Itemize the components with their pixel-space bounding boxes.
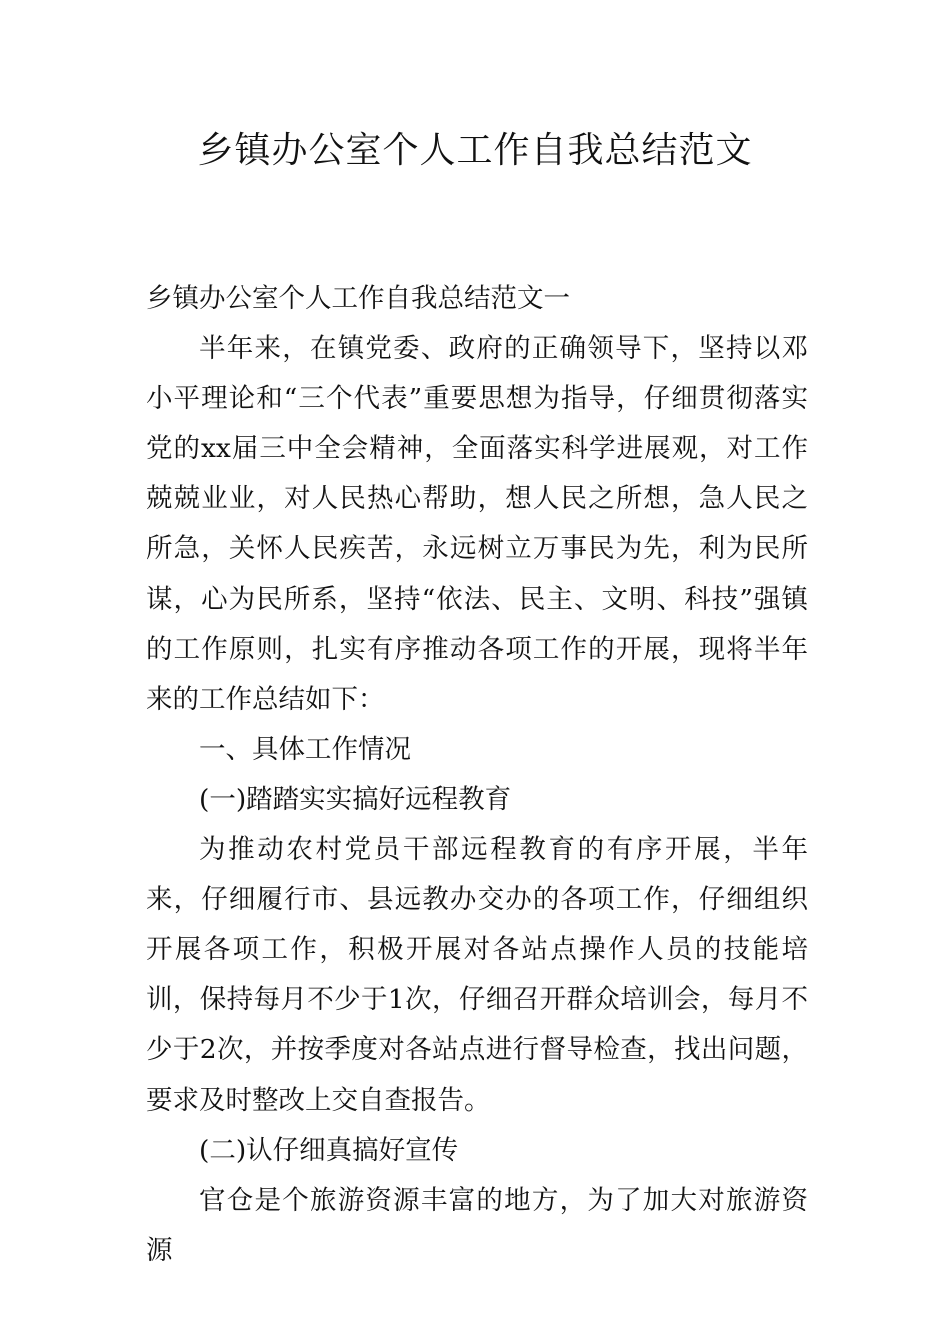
heading-work-situation: 一、具体工作情况 bbox=[199, 733, 411, 765]
paragraph-publicity: 官仓是个旅游资源丰富的地方，为了加大对旅游资源 bbox=[146, 1184, 808, 1266]
section-subtitle: 乡镇办公室个人工作自我总结范文一 bbox=[146, 283, 570, 314]
document-title: 乡镇办公室个人工作自我总结范文 bbox=[197, 130, 753, 171]
paragraph-remote-education: 为推动农村党员干部远程教育的有序开展，半年来，仔细履行市、县远教办交办的各项工作，仔细组织开展各项工作，积极开展对各站点操作人员的技能培训，保持每月不少于1次，仔细召开群众培训会，每月不少于2次，并按季度对各站点进行督导检查，找出问题，要求及时整改上交自查报告。 bbox=[146, 834, 808, 1116]
document-body bbox=[146, 274, 808, 1276]
heading-remote-education: (一)踏踏实实搞好远程教育 bbox=[199, 783, 512, 815]
paragraph-intro: 半年来，在镇党委、政府的正确领导下，坚持以邓小平理论和“三个代表”重要思想为指导，仔细贯彻落实党的xx届三中全会精神，全面落实科学进展观，对工作兢兢业业，对人民热心帮助，想人民之所想，急人民之所急，关怀人民疾苦，永远树立万事民为先，利为民所谋，心为民所系，坚持“依法、民主、文明、科技”强镇的工作原则，扎实有序推动各项工作的开展，现将半年来的工作总结如下： bbox=[146, 333, 808, 715]
heading-publicity: (二)认仔细真搞好宣传 bbox=[199, 1134, 459, 1166]
